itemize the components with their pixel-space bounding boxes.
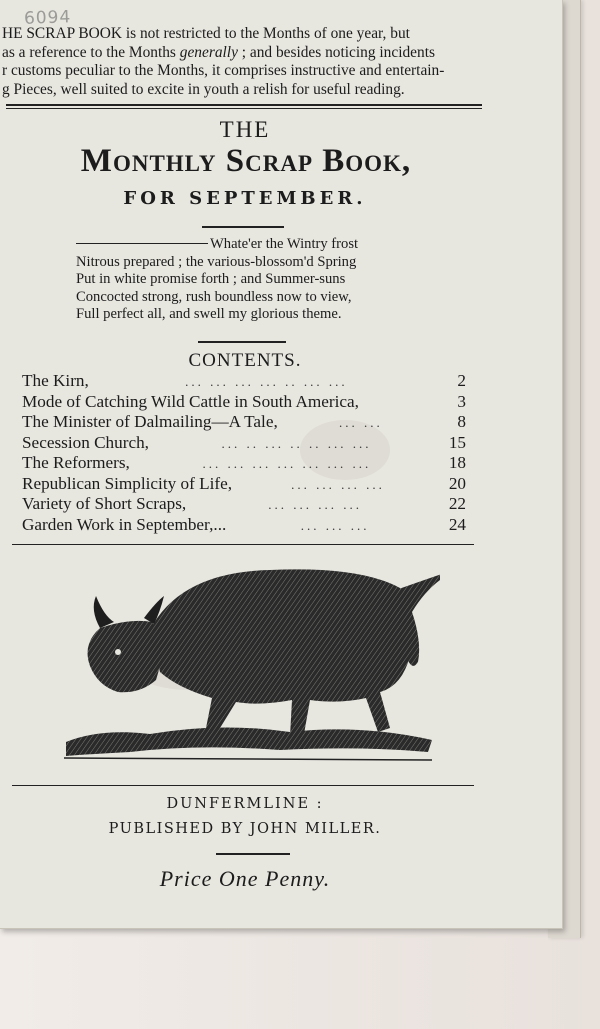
toc-title: The Reformers, — [22, 453, 130, 472]
toc-row — [22, 453, 466, 474]
contents-heading: CONTENTS. — [188, 350, 302, 371]
short-divider — [198, 341, 286, 343]
toc-row — [22, 494, 466, 515]
toc-row — [22, 392, 466, 413]
toc-row — [22, 412, 466, 433]
notice-paragraph — [2, 25, 490, 99]
toc-leader-dots: ... ... — [339, 415, 383, 430]
section-rule — [12, 785, 474, 786]
short-divider — [216, 853, 290, 855]
toc-leader-dots: ... ... ... ... — [291, 476, 385, 492]
toc-title: Variety of Short Scraps, — [22, 494, 187, 513]
toc-title: Secession Church, — [22, 432, 149, 452]
table-of-contents — [22, 371, 466, 535]
title-month: FOR SEPTEMBER. — [123, 188, 367, 209]
toc-page: 22 — [448, 494, 466, 513]
imprint-place: DUNFERMLINE : — [166, 796, 324, 812]
toc-row — [22, 433, 466, 454]
page-title: Monthly Scrap Book, — [80, 143, 412, 179]
double-rule-divider — [6, 104, 482, 109]
toc-leader-dots: ... ... ... — [300, 517, 370, 533]
toc-row — [22, 371, 466, 392]
toc-leader-dots: ... ... ... ... — [268, 497, 362, 512]
notice-line: as a reference to the Months generally ; and besides noticing incidents — [2, 43, 435, 61]
toc-page: 3 — [457, 391, 466, 411]
title-the: THE — [219, 117, 271, 142]
short-divider — [202, 226, 284, 228]
toc-page: 2 — [457, 371, 466, 390]
section-rule — [12, 544, 474, 545]
toc-page: 20 — [448, 473, 466, 493]
toc-title: Mode of Catching Wild Cattle in South America, — [22, 391, 359, 411]
toc-title: The Kirn, — [22, 371, 89, 390]
toc-leader-dots: ... ... ... ... .. ... ... — [185, 374, 348, 389]
poem-line: Nitrous prepared ; the various-blossom'd Spring — [76, 253, 357, 270]
imprint-publisher: PUBLISHED BY JOHN MILLER. — [108, 821, 382, 837]
epigraph-poem — [76, 236, 358, 324]
toc-title: Garden Work in September,... — [22, 514, 227, 534]
toc-page: 24 — [448, 514, 466, 534]
toc-title: Republican Simplicity of Life, — [22, 473, 233, 493]
notice-line: HE SCRAP BOOK is not restricted to the Months of one year, but — [2, 25, 410, 42]
toc-page: 18 — [448, 453, 466, 472]
bison-woodcut-icon — [60, 552, 440, 782]
pencil-note: 6094 — [23, 7, 72, 29]
toc-page: 15 — [448, 432, 466, 452]
toc-title: The Minister of Dalmailing—A Tale, — [22, 412, 278, 431]
toc-leader-dots: ... ... ... ... ... ... ... — [202, 456, 372, 471]
notice-line: g Pieces, well suited to excite in youth a relish for useful reading. — [2, 80, 405, 98]
poem-line: Full perfect all, and swell my glorious theme. — [76, 306, 342, 323]
price-label: Price One Penny. — [159, 866, 331, 891]
toc-row — [22, 474, 466, 495]
toc-row — [22, 515, 466, 536]
poem-line: Put in white promise forth ; and Summer-suns — [76, 271, 346, 288]
poem-line: Concocted strong, rush boundless now to view, — [76, 288, 352, 305]
notice-line: r customs peculiar to the Months, it comprises instructive and entertain- — [2, 62, 445, 80]
poem-line: Whate'er the Wintry frost — [76, 236, 358, 254]
toc-page: 8 — [457, 412, 466, 431]
toc-leader-dots: ... .. ... .. .. ... ... — [221, 435, 372, 451]
